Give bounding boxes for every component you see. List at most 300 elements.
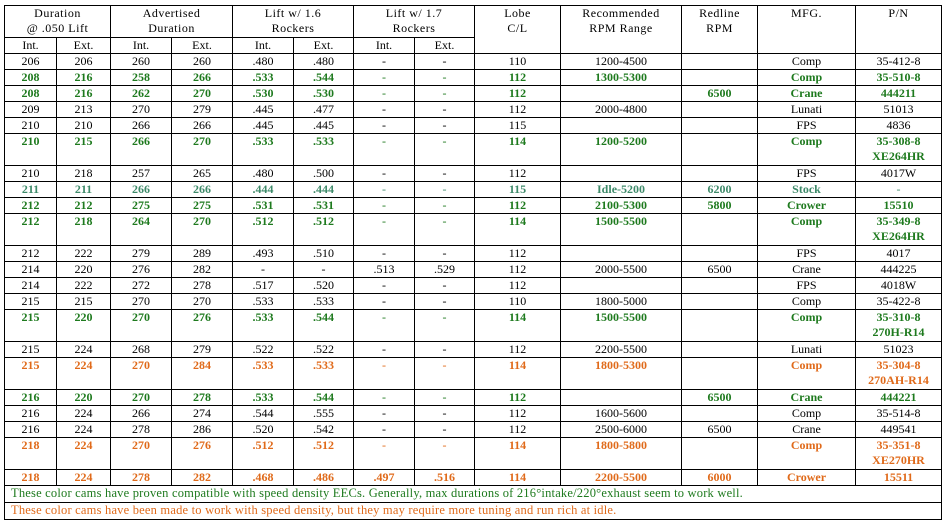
cell-lift16-ext: .555 [294,406,354,422]
cell-dur-ext: 210 [57,118,111,134]
cell-lift17-ext: - [415,294,475,310]
cell-lift16-ext: .486 [294,470,354,486]
cell-dur-ext: 216 [57,70,111,86]
cell-part-number [856,406,942,422]
cell-dur-int: 208 [5,86,57,102]
cell-dur-int: 210 [5,118,57,134]
cell-lobe-cl: 112 [475,342,561,358]
cell-lift16-ext: .444 [294,182,354,198]
cell-lobe-cl: 112 [475,262,561,278]
cell-part-number [856,166,942,182]
cell-lobe-cl: 114 [475,358,561,390]
cell-part-number [856,134,942,166]
subheader-int: Int. [111,38,172,54]
cell-lift16-ext: .530 [294,86,354,102]
part-number-line: 35-510-8 [876,70,921,84]
table-row [5,102,942,118]
cell-lift16-int: .445 [233,102,294,118]
cell-part-number [856,54,942,70]
cell-lift17-ext: - [415,310,475,342]
cell-lift17-int: - [354,54,415,70]
cell-redline [682,342,758,358]
cell-lift16-ext: - [294,262,354,278]
cell-mfg: Crane [758,86,856,102]
cell-lobe-cl: 112 [475,390,561,406]
part-number-suffix: XE264HR [872,149,925,163]
part-number-line: 15511 [883,470,914,484]
cell-part-number [856,86,942,102]
cell-rpm-range [561,118,682,134]
cell-part-number [856,102,942,118]
cell-adv-int: 266 [111,134,172,166]
cell-mfg: Comp [758,358,856,390]
cell-lift17-int: .513 [354,262,415,278]
cell-redline [682,294,758,310]
cell-lift17-ext: - [415,390,475,406]
cell-lift16-ext: .533 [294,134,354,166]
cell-dur-ext: 224 [57,342,111,358]
cell-adv-ext: 274 [172,406,233,422]
cell-redline [682,166,758,182]
table-row [5,198,942,214]
cell-lift16-ext: .510 [294,246,354,262]
cell-adv-ext: 289 [172,246,233,262]
cell-adv-int: 266 [111,118,172,134]
cell-part-number [856,438,942,470]
cell-adv-int: 270 [111,438,172,470]
cell-redline: 5800 [682,198,758,214]
cell-adv-int: 279 [111,246,172,262]
cell-redline: 6500 [682,262,758,278]
cell-lift16-int: .512 [233,214,294,246]
cell-lift16-ext: .480 [294,54,354,70]
cell-adv-ext: 282 [172,262,233,278]
cell-lift17-ext: - [415,438,475,470]
cell-adv-int: 275 [111,198,172,214]
cell-mfg: FPS [758,118,856,134]
cell-redline [682,134,758,166]
part-number-line: 4017W [880,166,917,180]
part-number-line: 35-422-8 [876,294,921,308]
cell-lift16-ext: .533 [294,294,354,310]
cell-lift17-int: - [354,102,415,118]
cell-lift17-int: .497 [354,470,415,486]
subheader-int: Int. [354,38,415,54]
cell-dur-int: 212 [5,246,57,262]
cell-adv-int: 258 [111,70,172,86]
cell-adv-int: 262 [111,86,172,102]
part-number-line: 15510 [883,198,914,212]
cell-adv-int: 260 [111,54,172,70]
cell-adv-int: 257 [111,166,172,182]
cell-rpm-range: 1300-5300 [561,70,682,86]
part-number-line: 444221 [880,390,917,404]
cell-part-number [856,70,942,86]
cell-lift16-int: .530 [233,86,294,102]
table-row [5,262,942,278]
cell-mfg: Crower [758,198,856,214]
table-row [5,70,942,86]
part-number-suffix: XE264HR [872,229,925,243]
cell-adv-ext: 286 [172,422,233,438]
part-number-line: 35-308-8 [876,134,921,148]
cell-rpm-range: 2000-5500 [561,262,682,278]
cell-dur-ext: 220 [57,262,111,278]
header-advertised-duration: Advertised Duration [111,6,233,38]
cell-dur-ext: 206 [57,54,111,70]
cell-lift16-ext: .522 [294,342,354,358]
cell-lift16-int: .522 [233,342,294,358]
cell-part-number [856,342,942,358]
cell-dur-int: 206 [5,54,57,70]
cell-rpm-range: 1500-5500 [561,214,682,246]
cell-lobe-cl: 112 [475,278,561,294]
part-number-line: 35-412-8 [876,54,921,68]
cell-dur-ext: 218 [57,214,111,246]
cell-rpm-range: 1800-5300 [561,358,682,390]
cell-lift16-int: .533 [233,134,294,166]
cell-lift16-int: .533 [233,70,294,86]
cell-mfg: Lunati [758,342,856,358]
cell-lift17-ext: - [415,278,475,294]
cell-redline: 6500 [682,86,758,102]
cell-adv-int: 270 [111,390,172,406]
cell-lobe-cl: 114 [475,470,561,486]
cell-adv-int: 270 [111,294,172,310]
part-number-line: 444211 [880,86,917,100]
cell-adv-int: 276 [111,262,172,278]
cell-lift17-ext: - [415,166,475,182]
cell-adv-ext: 260 [172,54,233,70]
cell-adv-int: 270 [111,358,172,390]
part-number-line: 35-351-8 [876,438,921,452]
cell-mfg: Crower [758,470,856,486]
cell-dur-int: 218 [5,470,57,486]
cell-lift17-ext: - [415,406,475,422]
cell-adv-ext: 266 [172,118,233,134]
cell-dur-ext: 224 [57,470,111,486]
cell-redline [682,54,758,70]
cell-part-number [856,246,942,262]
cell-rpm-range [561,166,682,182]
cell-dur-int: 215 [5,310,57,342]
cell-lobe-cl: 114 [475,214,561,246]
cell-lobe-cl: 115 [475,182,561,198]
cell-lift17-int: - [354,342,415,358]
table-header [5,6,942,54]
cell-lift17-ext: - [415,358,475,390]
cell-lobe-cl: 112 [475,70,561,86]
cell-lift16-ext: .544 [294,390,354,406]
cell-dur-ext: 222 [57,246,111,262]
cell-rpm-range: 2000-4800 [561,102,682,118]
table-row [5,166,942,182]
cell-lift16-ext: .512 [294,438,354,470]
cell-dur-ext: 224 [57,406,111,422]
cell-redline [682,406,758,422]
cell-rpm-range [561,246,682,262]
cell-lift17-ext: - [415,422,475,438]
cell-mfg: Comp [758,406,856,422]
cell-rpm-range: 2100-5300 [561,198,682,214]
cell-lobe-cl: 114 [475,134,561,166]
cell-dur-ext: 213 [57,102,111,118]
cell-dur-ext: 216 [57,86,111,102]
cell-mfg: Lunati [758,102,856,118]
part-number-line: 4018W [880,278,917,292]
cell-lift17-ext: - [415,182,475,198]
cell-rpm-range [561,86,682,102]
cell-dur-int: 210 [5,134,57,166]
cell-mfg: Comp [758,310,856,342]
cell-lift16-ext: .512 [294,214,354,246]
cell-lift17-ext: .529 [415,262,475,278]
part-number-line: 35-310-8 [876,310,921,324]
part-number-suffix: XE270HR [872,453,925,467]
cell-lobe-cl: 112 [475,246,561,262]
cell-adv-int: 270 [111,102,172,118]
cam-spec-table [4,5,942,520]
cell-adv-ext: 279 [172,342,233,358]
cell-dur-int: 212 [5,214,57,246]
cell-mfg: FPS [758,278,856,294]
cell-adv-ext: 275 [172,198,233,214]
cell-part-number [856,390,942,406]
cell-dur-int: 215 [5,294,57,310]
cell-redline: 6000 [682,470,758,486]
cell-lift16-int: .531 [233,198,294,214]
cell-lift17-int: - [354,358,415,390]
cell-lift17-ext: - [415,118,475,134]
cell-dur-int: 216 [5,390,57,406]
cell-dur-ext: 215 [57,294,111,310]
cell-mfg: Comp [758,54,856,70]
cell-part-number [856,310,942,342]
cell-part-number [856,214,942,246]
cell-lift17-ext: - [415,70,475,86]
cell-part-number [856,422,942,438]
table-notes [5,486,942,520]
cell-lift17-ext: - [415,198,475,214]
header-lobe-cl: Lobe C/L [475,6,561,54]
cell-redline [682,118,758,134]
table-row [5,422,942,438]
cell-redline [682,102,758,118]
cell-lift17-int: - [354,390,415,406]
cell-lift17-ext: - [415,342,475,358]
cell-adv-ext: 266 [172,70,233,86]
cell-dur-int: 212 [5,198,57,214]
table-row [5,278,942,294]
cell-lift16-int: .544 [233,406,294,422]
part-number-line: - [896,182,901,196]
cell-mfg: Comp [758,70,856,86]
table-row [5,134,942,166]
part-number-line: 4836 [886,118,911,132]
cell-adv-int: 266 [111,406,172,422]
part-number-line: 449541 [880,422,917,436]
cell-lift17-int: - [354,70,415,86]
cell-lift17-int: - [354,278,415,294]
cell-mfg: Comp [758,294,856,310]
cell-part-number [856,118,942,134]
cell-mfg: Crane [758,422,856,438]
cell-lift17-int: - [354,198,415,214]
cell-lift17-int: - [354,182,415,198]
cell-lobe-cl: 114 [475,438,561,470]
cell-lift16-int: .445 [233,118,294,134]
cell-adv-int: 268 [111,342,172,358]
subheader-ext: Ext. [57,38,111,54]
cell-lift16-int: - [233,262,294,278]
cell-rpm-range: 2200-5500 [561,470,682,486]
cell-adv-ext: 265 [172,166,233,182]
cell-lift16-ext: .544 [294,310,354,342]
cell-dur-int: 215 [5,342,57,358]
cell-adv-ext: 266 [172,182,233,198]
cell-lift16-ext: .542 [294,422,354,438]
cell-dur-int: 208 [5,70,57,86]
cell-adv-int: 264 [111,214,172,246]
part-number-line: 35-349-8 [876,214,921,228]
cell-dur-ext: 220 [57,390,111,406]
cell-adv-int: 278 [111,470,172,486]
cell-part-number [856,358,942,390]
table-row [5,406,942,422]
cell-part-number [856,262,942,278]
header-lift-1-7: Lift w/ 1.7 Rockers [354,6,475,38]
table-row [5,470,942,486]
header-pn: P/N [856,6,942,54]
cell-dur-int: 215 [5,358,57,390]
cell-lift16-int: .480 [233,54,294,70]
cell-lift16-ext: .477 [294,102,354,118]
cell-part-number [856,294,942,310]
part-number-line: 444225 [880,262,917,276]
cell-rpm-range: 1800-5000 [561,294,682,310]
cell-lift17-int: - [354,246,415,262]
cell-dur-ext: 215 [57,134,111,166]
table-row [5,182,942,198]
cell-dur-ext: 224 [57,438,111,470]
cell-mfg: FPS [758,166,856,182]
cell-lift17-int: - [354,310,415,342]
cell-lift16-ext: .500 [294,166,354,182]
cell-lift17-ext: - [415,102,475,118]
table-row [5,358,942,390]
cell-lift16-int: .533 [233,310,294,342]
cell-dur-int: 216 [5,422,57,438]
cell-lift17-int: - [354,166,415,182]
cell-rpm-range: 1200-4500 [561,54,682,70]
part-number-suffix: 270H-R14 [872,325,925,339]
subheader-ext: Ext. [294,38,354,54]
cell-lift16-int: .533 [233,390,294,406]
cell-lift17-ext: - [415,134,475,166]
cell-dur-ext: 220 [57,310,111,342]
cell-redline [682,310,758,342]
header-redline: Redline RPM [682,6,758,54]
cell-lift16-int: .444 [233,182,294,198]
cell-lift16-ext: .544 [294,70,354,86]
table-row [5,438,942,470]
cell-dur-int: 210 [5,166,57,182]
cell-lobe-cl: 112 [475,198,561,214]
cell-lift16-int: .512 [233,438,294,470]
cell-lift16-ext: .533 [294,358,354,390]
table-row [5,54,942,70]
cell-dur-int: 214 [5,262,57,278]
cell-adv-int: 278 [111,422,172,438]
cell-part-number [856,198,942,214]
cell-lift17-ext: - [415,214,475,246]
cell-lift17-int: - [354,118,415,134]
cell-dur-int: 216 [5,406,57,422]
cell-lift16-ext: .531 [294,198,354,214]
cell-rpm-range: 1600-5600 [561,406,682,422]
table-row [5,310,942,342]
cell-rpm-range: 2500-6000 [561,422,682,438]
cell-mfg: FPS [758,246,856,262]
cell-dur-ext: 224 [57,358,111,390]
cell-part-number [856,182,942,198]
part-number-line: 51013 [883,102,914,116]
cell-adv-ext: 276 [172,310,233,342]
note-orange-tuning: These color cams have been made to work with speed density, but they may require more tuning and run rich at idle. [5,503,942,520]
cell-lift16-int: .480 [233,166,294,182]
cell-mfg: Comp [758,438,856,470]
cell-rpm-range: Idle-5200 [561,182,682,198]
cell-lift16-int: .493 [233,246,294,262]
cell-rpm-range: 1800-5800 [561,438,682,470]
header-rpm-range: Recommended RPM Range [561,6,682,54]
cell-lift17-ext: - [415,54,475,70]
cell-adv-ext: 279 [172,102,233,118]
cell-redline [682,246,758,262]
cell-lobe-cl: 110 [475,294,561,310]
cell-dur-ext: 224 [57,422,111,438]
cell-part-number [856,278,942,294]
header-lift-1-6: Lift w/ 1.6 Rockers [233,6,354,38]
cell-lobe-cl: 112 [475,86,561,102]
cell-dur-int: 209 [5,102,57,118]
table-row [5,246,942,262]
cell-lift17-int: - [354,294,415,310]
table-row [5,86,942,102]
cell-rpm-range [561,278,682,294]
cell-adv-ext: 282 [172,470,233,486]
cell-adv-ext: 284 [172,358,233,390]
cell-lift16-ext: .520 [294,278,354,294]
cell-dur-ext: 222 [57,278,111,294]
cell-adv-int: 272 [111,278,172,294]
cell-adv-ext: 270 [172,294,233,310]
subheader-ext: Ext. [172,38,233,54]
cell-rpm-range: 1500-5500 [561,310,682,342]
cell-redline [682,358,758,390]
cell-lift16-ext: .445 [294,118,354,134]
cell-lobe-cl: 112 [475,406,561,422]
cell-lift17-ext: .516 [415,470,475,486]
subheader-int: Int. [5,38,57,54]
cell-dur-ext: 211 [57,182,111,198]
cell-redline [682,70,758,86]
subheader-int: Int. [233,38,294,54]
part-number-line: 35-304-8 [876,358,921,372]
table-row [5,390,942,406]
cell-lift16-int: .517 [233,278,294,294]
table-row [5,342,942,358]
